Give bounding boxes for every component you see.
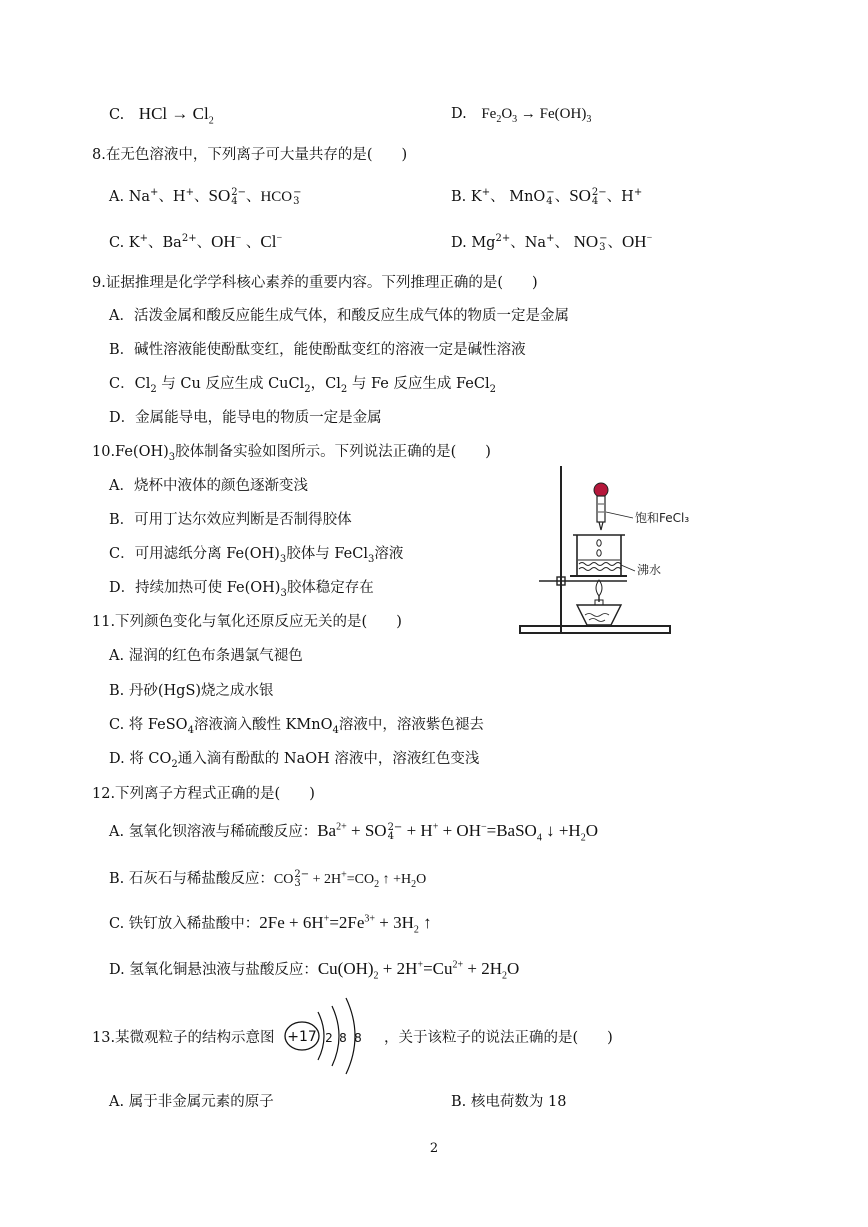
q12-stem: 12.下列离子方程式正确的是( ) — [92, 786, 315, 802]
q11-option-c: C. 将 FeSO$_4$溶液滴入酸性 KMnO$_4$溶液中，溶液紫色褪去 — [109, 717, 484, 736]
q12-option-a: A. 氢氧化钡溶液与稀硫酸反应：$Ba^{2+}$ + SO 2− 4 + H+ + OH−=BaSO$_4$ ↓ $+H_2O$ — [109, 821, 598, 844]
q10-option-b: B．可用丁达尔效应判断是否制得胶体 — [109, 512, 352, 528]
q7-option-d-formula: $Fe_2O_3 \to Fe(OH)_3$ — [481, 106, 592, 125]
q13-option-a: A. 属于非金属元素的原子 — [109, 1094, 274, 1110]
q9-option-d: D．金属能导电，能导电的物质一定是金属 — [109, 410, 382, 426]
q13-stem-suffix: ，关于该粒子的说法正确的是( ) — [384, 1030, 613, 1046]
q7-option-c-formula: HCl → $Cl_2$ — [138, 104, 214, 127]
q8-option-d: D. $Mg^{2+}$、Na+、 NO − 3 、OH− — [451, 232, 653, 253]
q8-option-a: A. Na+、H+、SO 2− 4 、HCO − 3 — [109, 186, 302, 207]
q12-option-d-equation: $Cu(OH)_2 + 2H^+=Cu^{2+} + 2H_2O$ — [317, 959, 520, 982]
stand-base — [520, 626, 670, 633]
q12-option-b-equation: CO — [273, 872, 294, 887]
q8-option-c: C. K+、$Ba^{2+}$、OH− 、Cl− — [109, 232, 283, 251]
q12-option-d: D. 氢氧化铜悬浊液与盐酸反应：$Cu(OH)_2 + 2H^+=Cu^{2+} + 2H_2O$ — [109, 959, 520, 982]
colloid-apparatus-figure — [515, 460, 715, 640]
q8-option-b: B. K+、 MnO − 4 、SO 2− 4 、H+ — [451, 186, 643, 207]
dropper-bulb — [594, 483, 608, 497]
q11-option-b: B. 丹砂(HgS)烧之成水银 — [109, 683, 274, 699]
shell-1-electrons: 2 — [325, 1031, 333, 1045]
q12-option-a-equation: $Ba^{2+}$ + SO — [317, 821, 387, 840]
q9-stem: 9.证据推理是化学学科核心素养的重要内容。下列推理正确的是( ) — [92, 275, 538, 291]
flame — [596, 580, 602, 596]
atom-structure-diagram — [282, 990, 382, 1080]
q13-stem-prefix: 13.某微观粒子的结构示意图 — [92, 1030, 275, 1046]
q11-option-a: A. 湿润的红色布条遇氯气褪色 — [109, 648, 303, 664]
q11-option-d: D. 将 $CO_2$通入滴有酚酞的 NaOH 溶液中，溶液红色变浅 — [109, 751, 480, 770]
q10-option-d: D．持续加热可使 $Fe(OH)_3$胶体稳定存在 — [109, 580, 374, 599]
q9-option-b: B．碱性溶液能使酚酞变红，能使酚酞变红的溶液一定是碱性溶液 — [109, 342, 526, 358]
q7-option-d: D. $Fe_2O_3 \to Fe(OH)_3$ — [451, 106, 592, 125]
q10-stem: $10.Fe(OH)_3$胶体制备实验如图所示。下列说法正确的是( ) — [92, 444, 491, 463]
q8-stem: 8.在无色溶液中，下列离子可大量共存的是( ) — [92, 147, 408, 163]
q12-option-c-equation: $2Fe + 6H^+=2Fe^{3+} + 3H_2$ ↑ — [259, 913, 432, 936]
page-number: 2 — [429, 1141, 439, 1156]
alcohol-lamp — [577, 605, 621, 625]
figure-label-water: 沸水 — [637, 563, 662, 577]
q9-option-c: C．$Cl_2$ 与 Cu 反应生成 CuCl$_2$，$Cl_2$ 与 Fe 反应生成 FeCl$_2$ — [109, 376, 496, 395]
q12-option-c: C. 铁钉放入稀盐酸中：$2Fe + 6H^+=2Fe^{3+} + 3H_2$ ↑ — [109, 913, 432, 936]
q13-option-b: B. 核电荷数为 18 — [451, 1094, 567, 1110]
figure-label-fecl3: 饱和FeCl₃ — [635, 511, 690, 525]
nucleus-charge: +17 — [287, 1029, 317, 1045]
q12-option-b: B. 石灰石与稀盐酸反应：CO 2− 3 + $2H^+=CO_2$ ↑ $+H_2O$ — [109, 869, 427, 890]
q7-option-c: C. HCl → $Cl_2$ — [109, 104, 214, 127]
q10-option-a: A．烧杯中液体的颜色逐渐变浅 — [109, 478, 308, 494]
shell-3-electrons: 8 — [354, 1031, 362, 1045]
q11-stem: 11.下列颜色变化与氧化还原反应无关的是( ) — [92, 614, 402, 630]
shell-2-electrons: 8 — [339, 1031, 347, 1045]
dropper-tube — [597, 496, 605, 522]
q9-option-a: A．活泼金属和酸反应能生成气体，和酸反应生成气体的物质一定是金属 — [109, 308, 569, 324]
q10-option-c: C．可用滤纸分离 $Fe(OH)_3$胶体与 FeCl$_3$溶液 — [109, 546, 404, 565]
